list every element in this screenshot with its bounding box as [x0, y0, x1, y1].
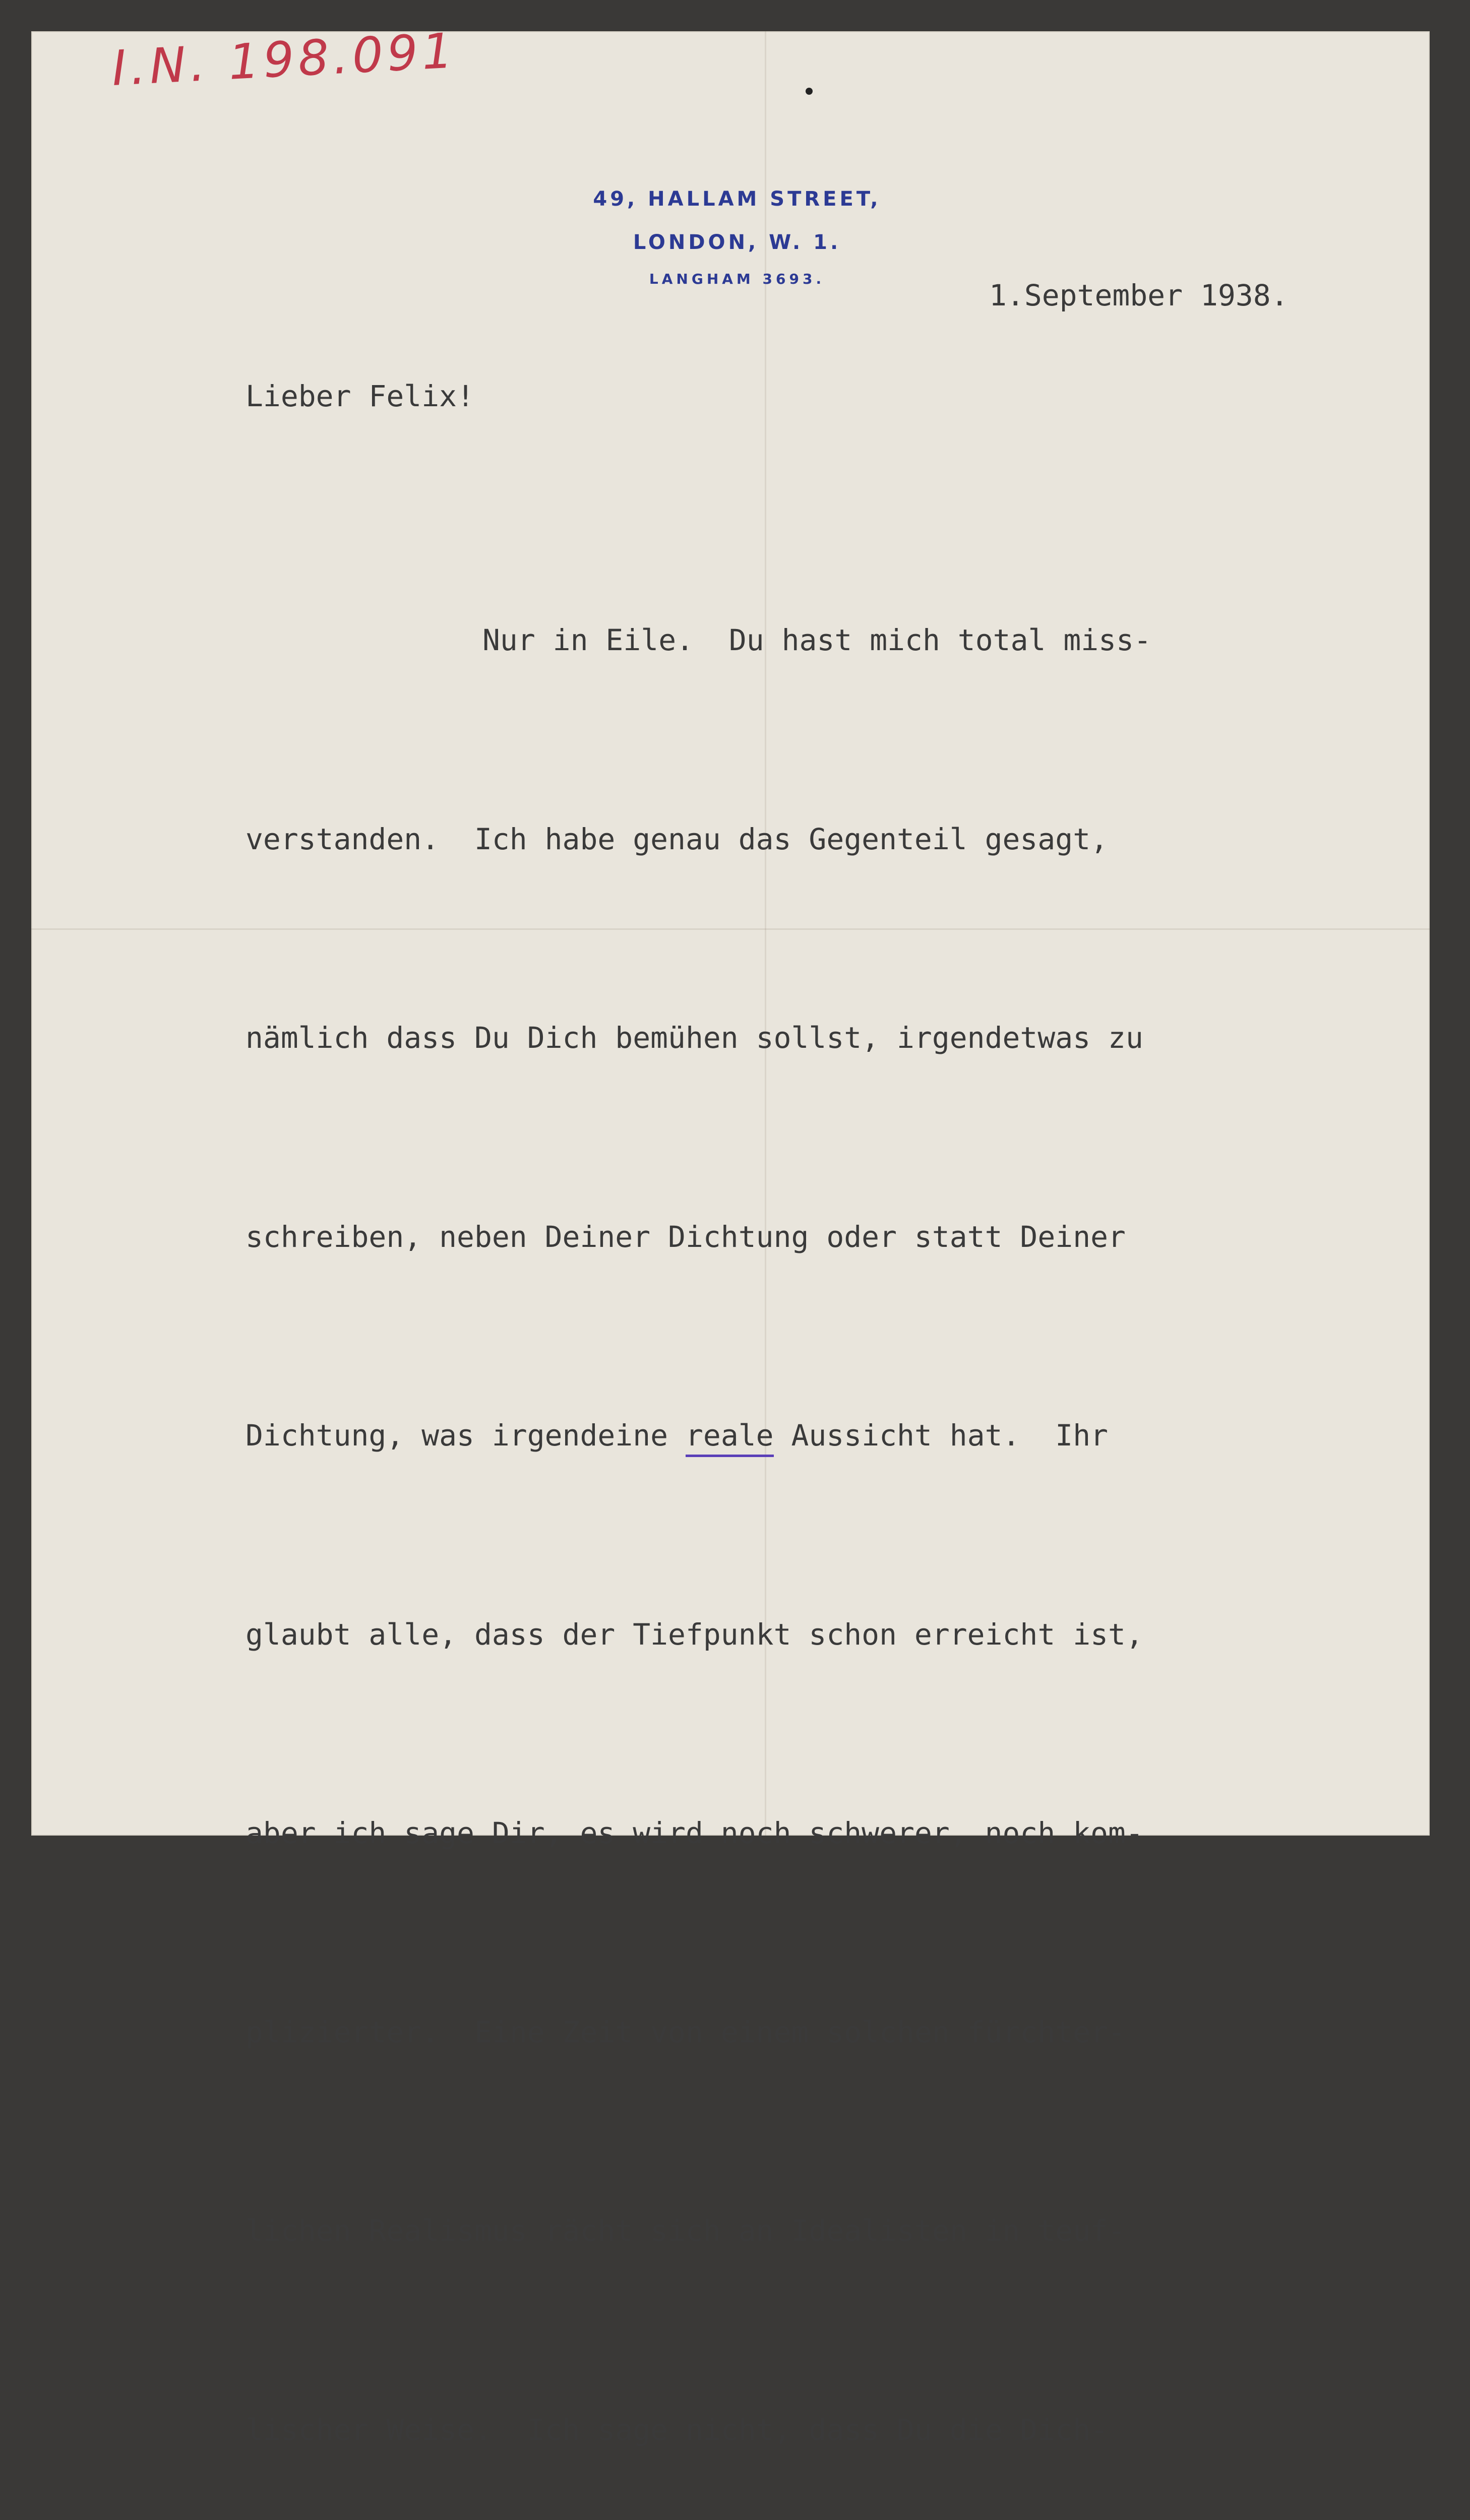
body-line: lichen Realismus rächt sich an Idealisten in teuf- [246, 2214, 1126, 2248]
body-line: verstanden. Ich habe genau das Gegenteil gesagt, [246, 822, 1109, 856]
letterhead-phone: LANGHAM 3693. [649, 271, 825, 287]
letterhead-city: LONDON, W. 1. [633, 231, 841, 254]
body-line: aber ich sage Dir, es wird noch schwerer, noch kom- [246, 1816, 1143, 1850]
letterhead-street: 49, HALLAM STREET, [593, 187, 881, 211]
salutation: Lieber Felix! [246, 379, 474, 413]
body-line: nämlich dass Du Dich bemühen sollst, irgendetwas zu [246, 1021, 1143, 1055]
body-line: glaubt alle, dass der Tiefpunkt schon erreicht ist, [246, 1617, 1143, 1652]
letter-body [246, 475, 1161, 2520]
body-line: lischer Weise. Ich sage nicht, dass Du die Dich- [246, 2412, 1109, 2447]
underlined-word: reale [686, 1418, 774, 1457]
body-line: schreiben, neben Deiner Dichtung oder statt Deiner [246, 1219, 1126, 1254]
ink-dot [806, 88, 813, 95]
letter-page [31, 22, 1430, 2447]
letter-date: 1.September 1938. [989, 278, 1289, 312]
body-line: Dichtung, was irgendeine reale Aussicht hat. Ihr [246, 1403, 1161, 1469]
body-line: Nur in Eile. Du hast mich total miss- [482, 623, 1151, 657]
body-line: plizierter. Eine Zeit von einem solchen fürchter- [246, 2014, 1126, 2049]
inventory-number: I.N. 198.091 [110, 22, 458, 97]
letterhead [576, 177, 898, 294]
